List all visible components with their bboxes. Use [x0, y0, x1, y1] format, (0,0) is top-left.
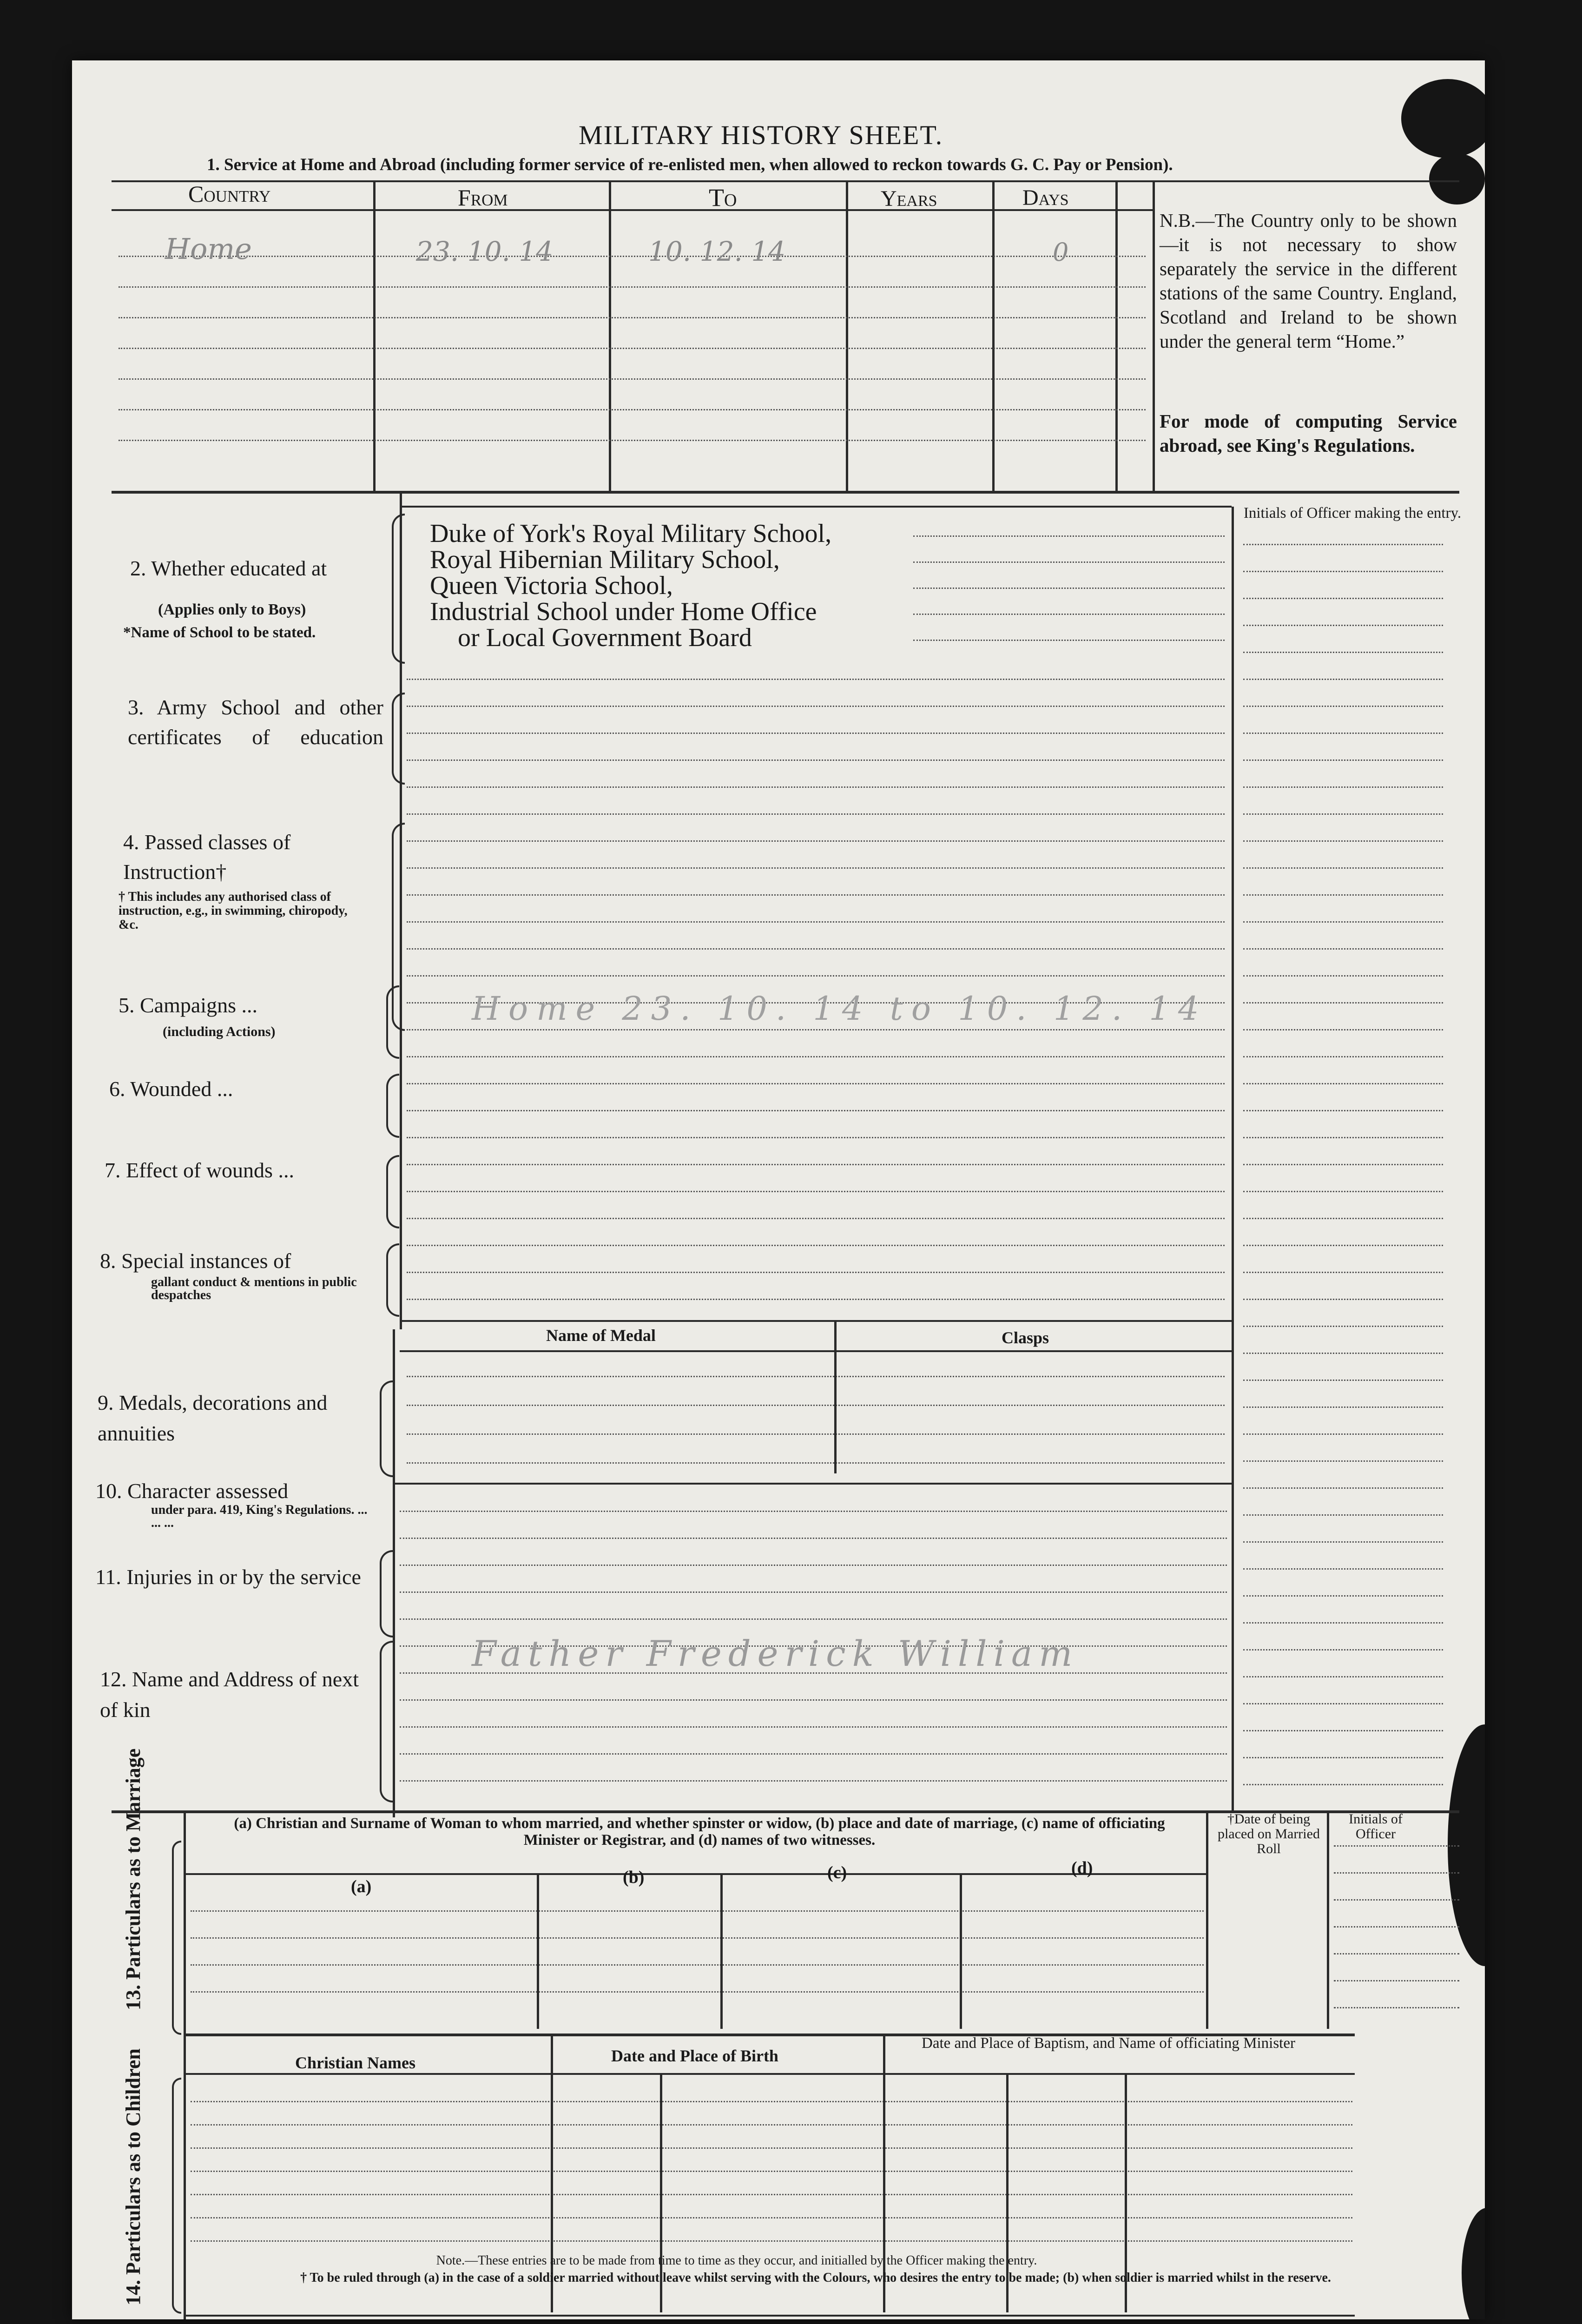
ruled-line [400, 1591, 1227, 1593]
footer-dagger: † To be ruled through (a) in the case of a soldier married without leave whilst serving with the Colours, who desires the entry to be made; (b) when soldier is married whilst in the reserve. [300, 2271, 1331, 2285]
ruled-line [913, 614, 1225, 615]
school-royal-hibernian: Royal Hibernian Military School, [430, 545, 780, 574]
ruled-line [1243, 1029, 1443, 1030]
ruled-line [407, 975, 1225, 977]
ruled-line [119, 256, 1146, 257]
column-days: Days [1022, 185, 1069, 210]
ruled-line [1243, 1676, 1443, 1677]
ruled-line [1243, 1299, 1443, 1300]
ruled-line [1243, 733, 1443, 734]
marriage-col-c: (c) [827, 1863, 847, 1882]
ruled-line [1243, 1703, 1443, 1704]
ruled-line [1243, 1245, 1443, 1246]
ruled-line [407, 948, 1225, 950]
ruled-line [1243, 1002, 1443, 1004]
ruled-line [1334, 1953, 1459, 1954]
ruled-line [119, 440, 1146, 441]
label-wounded: 6. Wounded ... [109, 1077, 233, 1101]
ruled-line [191, 2171, 1352, 2172]
marriage-col-b: (b) [623, 1868, 645, 1887]
ruled-line [1243, 975, 1443, 977]
nb-note: N.B.—The Country only to be shown—it is not necessary to show separately the service in the different stations of the same Country. England, Scotland and Ireland to be shown under the general term “Home.” [1160, 210, 1457, 352]
ruled-line [1243, 652, 1443, 653]
ruled-line [407, 679, 1225, 680]
ruled-line [191, 1937, 1204, 1939]
ruled-line [1243, 1218, 1443, 1219]
service-country-value: Home [165, 232, 252, 266]
ruled-line [1243, 1595, 1443, 1597]
ruled-line [1243, 1460, 1443, 1462]
ruled-line [1243, 1730, 1443, 1731]
ruled-line [407, 1218, 1225, 1219]
campaigns-value: Home 23. 10. 14 to 10. 12. 14 [472, 990, 1207, 1028]
ruled-line [400, 1538, 1227, 1539]
ruled-line [400, 1565, 1227, 1566]
label-character-sub: under para. 419, King's Regulations. ... ... ... [151, 1503, 368, 1530]
ruled-line [1243, 1191, 1443, 1192]
ruled-line [119, 348, 1146, 349]
label-next-of-kin: 12. Name and Address of next of kin [100, 1667, 359, 1722]
medals-col-clasps: Clasps [1002, 1328, 1049, 1347]
label-special-sub: gallant conduct & mentions in public despatches [151, 1275, 357, 1302]
children-side-label: 14. Particulars as to Children [122, 2048, 145, 2305]
column-to: To [709, 184, 737, 211]
label-classes-sub: † This includes any authorised class of instruction, e.g., in swimming, chiropody, &c. [119, 890, 348, 932]
ruled-line [191, 2147, 1352, 2149]
ruled-line [1243, 1622, 1443, 1624]
ruled-line [1243, 921, 1443, 923]
ruled-line [407, 1272, 1225, 1273]
ruled-line [407, 733, 1225, 734]
page-title: MILITARY HISTORY SHEET. [579, 120, 943, 150]
ruled-line [407, 1433, 1225, 1435]
ruled-line [407, 1164, 1225, 1165]
ruled-line [407, 706, 1225, 707]
ruled-line [407, 867, 1225, 869]
label-educated-sub: (Applies only to Boys) [158, 601, 306, 618]
ruled-line [1243, 1433, 1443, 1435]
ruled-line [400, 1699, 1227, 1701]
service-from-value: 23. 10. 14 [416, 236, 554, 267]
ruled-line [913, 561, 1225, 563]
ruled-line [1243, 1272, 1443, 1273]
ruled-line [1243, 867, 1443, 869]
service-to-value: 10. 12. 14 [648, 236, 786, 267]
ruled-line [407, 759, 1225, 761]
ruled-line [407, 1299, 1225, 1300]
ruled-line [913, 535, 1225, 537]
label-classes: 4. Passed classes of Instruction† [123, 830, 291, 884]
ruled-line [1243, 894, 1443, 896]
ruled-line [407, 813, 1225, 815]
ruled-line [913, 588, 1225, 589]
ruled-line [191, 1910, 1204, 1912]
ruled-line [191, 2194, 1352, 2195]
ruled-line [1243, 1784, 1443, 1785]
ruled-line [191, 2240, 1352, 2242]
label-effect-wounds: 7. Effect of wounds ... [105, 1158, 294, 1182]
ruled-line [1243, 813, 1443, 815]
ruled-line [1243, 1541, 1443, 1543]
ruled-line [1243, 1353, 1443, 1354]
next-of-kin-value: Father Frederick William [472, 1633, 1079, 1674]
children-col-baptism: Date and Place of Baptism, and Name of officiating Minister [921, 2035, 1295, 2052]
ruled-line [407, 1137, 1225, 1138]
ruled-line [1334, 1872, 1459, 1874]
footer-note: Note.—These entries are to be made from time to time as they occur, and initialled by the Officer making the entry. [436, 2253, 1037, 2268]
ruled-line [1334, 2007, 1459, 2008]
ruled-line [191, 2101, 1352, 2102]
ruled-line [1334, 1899, 1459, 1901]
ruled-line [400, 1726, 1227, 1728]
ruled-line [191, 2124, 1352, 2126]
school-queen-victoria: Queen Victoria School, [430, 571, 673, 600]
column-from: From [458, 185, 508, 211]
service-days-value: 0 [1053, 238, 1069, 267]
column-years: Years [881, 186, 937, 211]
marriage-date-col: †Date of being placed on Married Roll [1218, 1811, 1320, 1856]
ruled-line [407, 1191, 1225, 1192]
school-local-gov: or Local Government Board [458, 623, 752, 652]
ruled-line [400, 1511, 1227, 1512]
burn-mark [1401, 79, 1485, 158]
ruled-line [191, 1964, 1204, 1966]
burn-mark [1462, 2208, 1485, 2319]
school-industrial: Industrial School under Home Office [430, 597, 817, 626]
ruled-line [407, 840, 1225, 842]
mode-note: For mode of computing Service abroad, see King's Regulations. [1160, 410, 1457, 456]
ruled-line [1243, 1137, 1443, 1138]
label-character: 10. Character assessed [95, 1479, 289, 1503]
ruled-line [407, 1056, 1225, 1057]
ruled-line [1243, 1380, 1443, 1381]
ruled-line [1243, 1056, 1443, 1057]
ruled-line [191, 1991, 1204, 1993]
label-injuries: 11. Injuries in or by the service [95, 1565, 361, 1589]
label-educated: 2. Whether educated at [130, 556, 327, 580]
ruled-line [407, 921, 1225, 923]
ruled-line [191, 2217, 1352, 2218]
ruled-line [1243, 948, 1443, 950]
ruled-line [407, 1376, 1225, 1377]
ruled-line [1243, 1487, 1443, 1489]
ruled-line [1243, 1110, 1443, 1111]
ruled-line [1334, 1926, 1459, 1928]
ruled-line [1243, 706, 1443, 707]
marriage-initials-col: Initials of Officer [1349, 1811, 1403, 1842]
ruled-line [1243, 1568, 1443, 1570]
label-campaigns-sub: (including Actions) [163, 1024, 276, 1039]
ruled-line [1243, 571, 1443, 572]
ruled-line [119, 378, 1146, 380]
ruled-line [1243, 1164, 1443, 1165]
ruled-line [1243, 625, 1443, 626]
label-campaigns: 5. Campaigns ... [119, 993, 257, 1017]
ruled-line [1243, 1757, 1443, 1758]
section1-heading: 1. Service at Home and Abroad (including former service of re-enlisted men, when allowed to reckon towards G. C. Pay or Pension). [207, 155, 1173, 174]
ruled-line [1243, 1406, 1443, 1408]
ruled-line [119, 317, 1146, 318]
ruled-line [119, 409, 1146, 410]
marriage-heading: (a) Christian and Surname of Woman to whom married, and whether spinster or widow, (b) place and date of marriage, (c) name of officiating Minister or Registrar, and (d) names of two witnesses. [234, 1815, 1165, 1849]
label-medals: 9. Medals, decorations and annuities [98, 1391, 328, 1445]
ruled-line [1243, 786, 1443, 788]
ruled-line [1243, 1649, 1443, 1651]
children-col-names: Christian Names [295, 2053, 415, 2072]
initials-header: Initials of Officer making the entry. [1243, 505, 1462, 522]
label-educated-sub2: *Name of School to be stated. [123, 624, 316, 641]
ruled-line [913, 640, 1225, 641]
marriage-col-a: (a) [351, 1877, 372, 1896]
ruled-line [1243, 1326, 1443, 1327]
ruled-line [1243, 544, 1443, 545]
ruled-line [407, 1083, 1225, 1084]
ruled-line [1243, 759, 1443, 761]
ruled-line [400, 1618, 1227, 1620]
children-col-birth: Date and Place of Birth [611, 2047, 778, 2065]
ruled-line [407, 1462, 1225, 1464]
medals-col-name: Name of Medal [546, 1326, 656, 1345]
burn-mark [1429, 153, 1485, 205]
ruled-line [407, 894, 1225, 896]
ruled-line [407, 1110, 1225, 1111]
ruled-line [1243, 679, 1443, 680]
ruled-line [1243, 1083, 1443, 1084]
ruled-line [407, 1405, 1225, 1406]
ruled-line [400, 1780, 1227, 1782]
label-army-school: 3. Army School and other certificates of education [128, 695, 383, 749]
document-sheet [72, 60, 1485, 2319]
ruled-line [1334, 1845, 1459, 1847]
school-duke-of-york: Duke of York's Royal Military School, [430, 519, 832, 548]
ruled-line [407, 786, 1225, 788]
marriage-side-label: 13. Particulars as to Marriage [122, 1748, 145, 2010]
ruled-line [1243, 1514, 1443, 1516]
ruled-line [407, 1245, 1225, 1246]
ruled-line [119, 286, 1146, 288]
ruled-line [400, 1753, 1227, 1755]
label-special-instances: 8. Special instances of [100, 1249, 291, 1273]
ruled-line [407, 1029, 1225, 1030]
column-country: Country [188, 181, 271, 207]
ruled-line [1334, 1980, 1459, 1981]
ruled-line [1243, 598, 1443, 599]
ruled-line [1243, 840, 1443, 842]
marriage-col-d: (d) [1071, 1858, 1093, 1878]
